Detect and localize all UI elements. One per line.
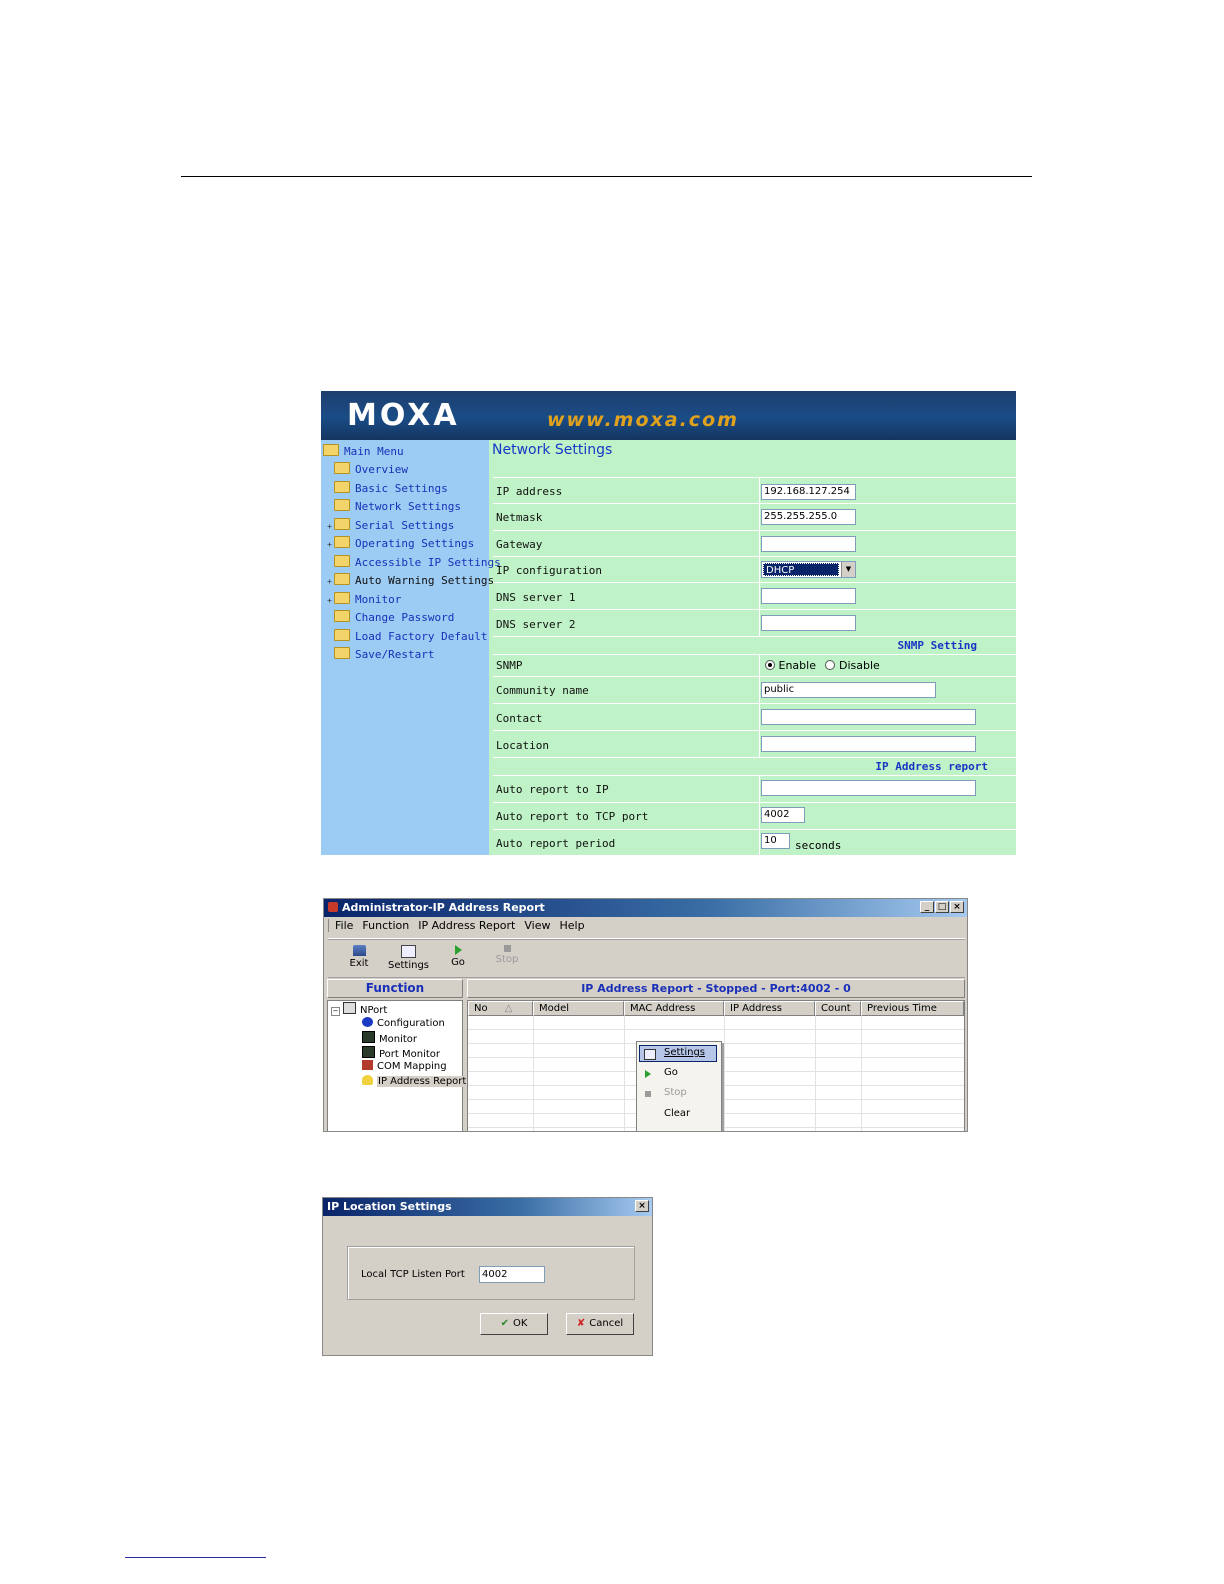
menu-ip-address-report[interactable]: IP Address Report — [418, 919, 516, 932]
sidebar-item-serial-settings[interactable]: + Serial Settings — [325, 518, 454, 536]
function-tree — [327, 1000, 467, 1132]
sidebar-item-auto-warning[interactable]: + Auto Warning Settings — [325, 573, 494, 591]
tree-node-port-monitor[interactable]: Port Monitor — [362, 1046, 440, 1060]
menu-bar — [328, 919, 594, 936]
row-ip-address: IP address 192.168.127.254 — [493, 477, 1016, 504]
row-contact: Contact — [493, 704, 1016, 731]
listen-port-label: Local TCP Listen Port — [361, 1269, 465, 1280]
folder-icon — [334, 629, 350, 641]
admin-window — [323, 898, 968, 1132]
sidebar — [321, 440, 501, 855]
tree-node-nport[interactable]: − NPort — [331, 1002, 387, 1016]
row-location: Location — [493, 731, 1016, 758]
col-count[interactable]: Count — [815, 1001, 861, 1016]
admin-titlebar: Administrator-IP Address Report _ □ × — [324, 899, 967, 917]
moxa-url[interactable]: www.moxa.com — [547, 409, 739, 431]
context-item-stop[interactable]: Stop — [664, 1087, 687, 1098]
row-netmask: Netmask 255.255.255.0 — [493, 504, 1016, 531]
play-icon — [645, 1070, 651, 1078]
report-header: IP Address Report - Stopped - Port:4002 - 0 — [467, 979, 965, 998]
maximize-icon[interactable]: □ — [935, 901, 949, 913]
sidebar-item-monitor[interactable]: + Monitor — [325, 592, 401, 610]
page-title: Network Settings — [492, 442, 613, 458]
exit-button[interactable]: Exit — [344, 940, 374, 976]
folder-icon — [334, 481, 350, 493]
go-button[interactable]: Go — [446, 940, 470, 976]
cancel-icon: ✘ — [576, 1318, 586, 1329]
minimize-icon[interactable]: _ — [920, 901, 934, 913]
auto-report-ip-input[interactable] — [761, 780, 976, 796]
close-icon[interactable]: × — [635, 1200, 649, 1212]
moxa-web-console — [321, 391, 1016, 855]
col-no[interactable]: No △ — [468, 1001, 533, 1016]
menu-function[interactable]: Function — [362, 919, 410, 932]
header-rule — [181, 176, 1032, 177]
moxa-banner — [321, 391, 1016, 440]
col-ip-address[interactable]: IP Address — [724, 1001, 815, 1016]
ip-location-dialog — [322, 1197, 653, 1356]
expand-icon[interactable]: + — [327, 577, 332, 586]
row-snmp-section — [493, 637, 1016, 655]
col-model[interactable]: Model — [533, 1001, 624, 1016]
context-item-go[interactable]: Go — [664, 1067, 678, 1078]
com-mapping-icon — [362, 1060, 373, 1070]
snmp-disable-radio[interactable] — [825, 660, 835, 670]
contact-input[interactable] — [761, 709, 976, 725]
folder-icon — [334, 573, 350, 585]
chevron-down-icon[interactable]: ▼ — [841, 562, 855, 577]
dns2-input[interactable] — [761, 615, 856, 631]
dns1-input[interactable] — [761, 588, 856, 604]
close-icon[interactable]: × — [950, 901, 964, 913]
stop-icon — [504, 945, 511, 952]
netmask-input[interactable]: 255.255.255.0 — [761, 509, 856, 525]
sidebar-item-accessible-ip[interactable]: Accessible IP Settings — [325, 555, 501, 573]
app-icon — [328, 902, 338, 912]
folder-icon — [334, 647, 350, 659]
ip-address-input[interactable]: 192.168.127.254 — [761, 484, 856, 500]
location-input[interactable] — [761, 736, 976, 752]
settings-button[interactable]: Settings — [388, 940, 428, 976]
col-mac-address[interactable]: MAC Address — [624, 1001, 724, 1016]
row-auto-report-period: Auto report period 10 seconds — [493, 830, 1016, 855]
sidebar-item-basic-settings[interactable]: Basic Settings — [325, 481, 448, 499]
col-previous-time[interactable]: Previous Time — [861, 1001, 964, 1016]
tree-node-ip-address-report[interactable]: IP Address Report — [362, 1075, 467, 1087]
menu-view[interactable]: View — [524, 919, 551, 932]
tree-node-monitor[interactable]: Monitor — [362, 1031, 417, 1045]
folder-icon — [334, 462, 350, 474]
footer-rule — [125, 1557, 266, 1558]
menu-help[interactable]: Help — [559, 919, 585, 932]
stop-icon — [645, 1091, 651, 1097]
snmp-enable-radio[interactable] — [765, 660, 775, 670]
folder-icon — [334, 536, 350, 548]
sidebar-item-save-restart[interactable]: Save/Restart — [325, 647, 434, 665]
sidebar-item-network-settings[interactable]: Network Settings — [325, 499, 461, 517]
dialog-titlebar: IP Location Settings × — [323, 1198, 652, 1216]
moxa-logo: MOXA — [347, 398, 460, 433]
auto-report-port-input[interactable]: 4002 — [761, 807, 805, 823]
sidebar-item-overview[interactable]: Overview — [325, 462, 408, 480]
row-ip-configuration: IP configuration DHCP ▼ — [493, 557, 1016, 583]
stop-button[interactable]: Stop — [492, 940, 522, 976]
sort-icon: △ — [504, 1003, 513, 1014]
cancel-button[interactable]: ✘ Cancel — [566, 1313, 634, 1335]
report-section-title: IP Address report — [875, 760, 988, 773]
context-menu — [636, 1041, 722, 1132]
listen-port-input[interactable]: 4002 — [479, 1266, 545, 1283]
context-item-settings[interactable]: Settings — [639, 1045, 717, 1062]
folder-icon — [334, 592, 350, 604]
check-icon: ✔ — [500, 1318, 509, 1329]
folder-icon — [334, 555, 350, 567]
folder-icon — [334, 518, 350, 530]
monitor-icon — [362, 1031, 375, 1043]
row-auto-report-port: Auto report to TCP port 4002 — [493, 803, 1016, 830]
sidebar-item-change-password[interactable]: Change Password — [325, 610, 454, 628]
sidebar-item-operating-settings[interactable]: + Operating Settings — [325, 536, 474, 554]
row-dns1: DNS server 1 — [493, 583, 1016, 610]
info-icon — [362, 1017, 373, 1027]
row-community: Community name public — [493, 677, 1016, 704]
ok-button[interactable]: ✔ OK — [480, 1313, 548, 1335]
function-header: Function — [327, 979, 463, 998]
expand-icon[interactable]: + — [327, 540, 332, 549]
exit-icon — [353, 945, 366, 956]
snmp-section-title: SNMP Setting — [897, 639, 977, 652]
period-unit: seconds — [795, 839, 842, 852]
port-monitor-icon — [362, 1046, 375, 1058]
nport-icon — [343, 1002, 356, 1014]
sidebar-item-main-menu[interactable]: Main Menu — [323, 444, 404, 462]
community-input[interactable]: public — [761, 682, 936, 698]
folder-icon — [334, 610, 350, 622]
settings-icon — [401, 945, 416, 958]
play-icon — [455, 945, 462, 955]
lightbulb-icon — [362, 1075, 373, 1085]
row-report-section — [493, 758, 1016, 776]
row-snmp: SNMP Enable Disable — [493, 655, 1016, 677]
ip-configuration-select[interactable]: DHCP ▼ — [761, 561, 856, 578]
folder-icon — [334, 499, 350, 511]
row-auto-report-ip: Auto report to IP — [493, 776, 1016, 803]
folder-icon — [323, 444, 339, 456]
collapse-icon[interactable]: − — [332, 1007, 339, 1015]
context-item-clear[interactable]: Clear — [664, 1108, 691, 1119]
expand-icon[interactable]: + — [327, 522, 332, 531]
expand-icon[interactable]: + — [327, 596, 332, 605]
tree-node-com-mapping[interactable]: COM Mapping — [362, 1060, 447, 1072]
sidebar-item-load-factory-default[interactable]: Load Factory Default — [325, 629, 487, 647]
settings-icon — [644, 1049, 656, 1060]
auto-report-period-input[interactable]: 10 — [761, 833, 790, 849]
row-dns2: DNS server 2 — [493, 610, 1016, 637]
tree-node-configuration[interactable]: Configuration — [362, 1017, 445, 1029]
row-gateway: Gateway — [493, 531, 1016, 557]
gateway-input[interactable] — [761, 536, 856, 552]
menu-file[interactable]: File — [328, 919, 353, 932]
